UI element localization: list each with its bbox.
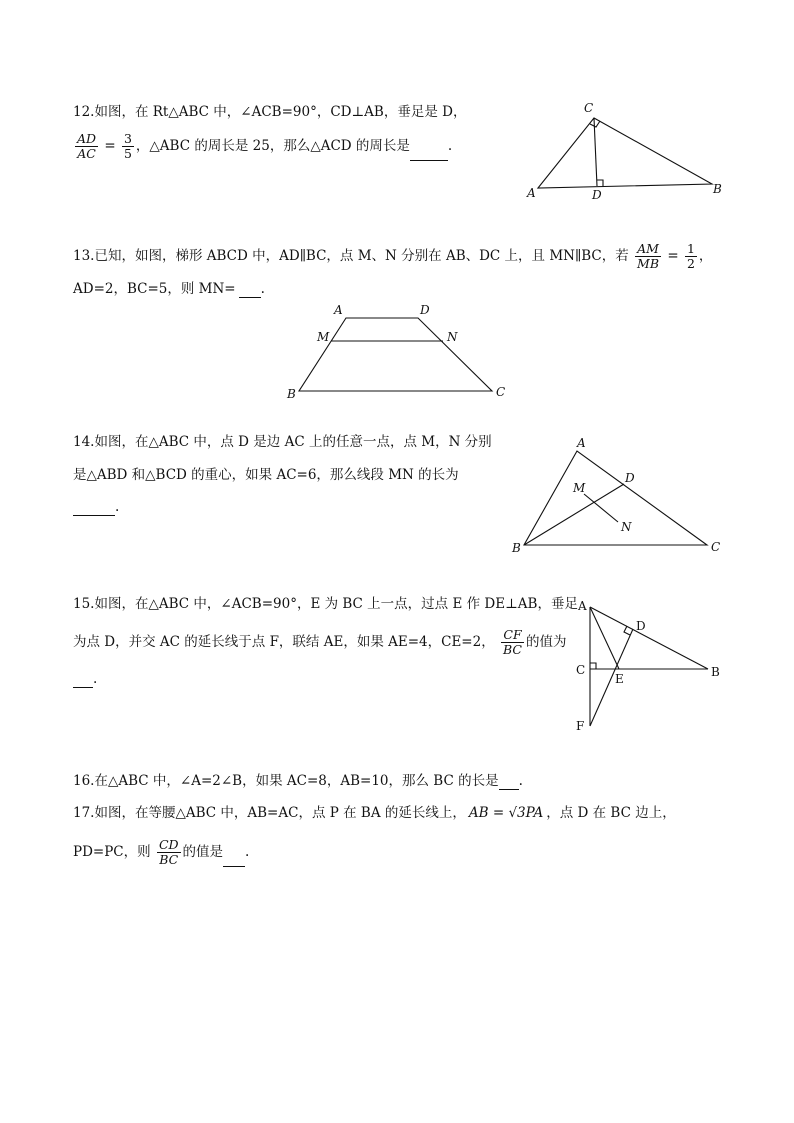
q12-label-d: D	[592, 188, 602, 202]
q14-label-d: D	[625, 471, 635, 485]
q15-right-angle-c	[590, 663, 596, 669]
q13-trapezoid	[299, 318, 492, 391]
q14-line2: 是△ABD 和△BCD 的重心，如果 AC=6，那么线段 MN 的长为	[73, 467, 459, 483]
q14-label-b: B	[512, 541, 521, 555]
q15-line1: 15.如图，在△ABC 中，∠ACB=90°，E 为 BC 上一点，过点 E 作 DE⊥AB，垂足	[73, 596, 578, 612]
q14-line3: .	[73, 498, 119, 516]
q13-line1: 13.已知，如图，梯形 ABCD 中，AD∥BC，点 M、N 分别在 AB、DC 上，且 MN∥BC，若 $\frac{AM}{MB}$ = $\frac{1}{2}$ ，	[73, 241, 713, 271]
q15-label-a: A	[578, 599, 587, 613]
q12-fraction-value: $\frac{3}{5}$	[123, 131, 132, 161]
q13-figure	[286, 303, 505, 401]
q15-label-c: C	[576, 663, 586, 677]
q15-segment-ab	[590, 607, 708, 669]
q15-label-d: D	[636, 619, 646, 633]
q17-line1: 17.如图，在等腰△ABC 中，AB=AC，点 P 在 BA 的延长线上， AB = √3PA ，点 D 在 BC 边上，	[73, 805, 676, 821]
q14-label-m: M	[573, 481, 586, 495]
q15-label-b: B	[711, 665, 720, 679]
q13-label-m: M	[317, 330, 330, 344]
q15-line3: .	[73, 670, 97, 688]
q15-label-f: F	[576, 719, 585, 733]
q13-label-d: D	[420, 303, 430, 317]
q13-fraction-value: $\frac{1}{2}$	[686, 241, 695, 271]
q13-label-c: C	[496, 385, 506, 399]
q12-line1: 12.如图，在 Rt△ABC 中，∠ACB=90°，CD⊥AB，垂足是 D，	[73, 104, 467, 120]
q14-line1: 14.如图，在△ABC 中，点 D 是边 AC 上的任意一点，点 M，N 分别	[73, 434, 492, 450]
q13-label-b: B	[287, 387, 296, 401]
q13-fraction: $\frac{AM}{MB}$	[637, 241, 660, 271]
q16-line1: 16.在△ABC 中，∠A=2∠B，如果 AC=8，AB=10，那么 BC 的长是 .	[73, 773, 523, 789]
q12-label-c: C	[584, 101, 594, 115]
q17-line2: PD=PC，则 $\frac{CD}{BC}$ 的值是 .	[73, 837, 250, 867]
q12-figure	[526, 101, 722, 202]
q15-segment-fd	[590, 629, 633, 726]
q14-figure	[511, 436, 720, 555]
q14-label-n: N	[621, 520, 632, 534]
q14-triangle	[524, 451, 707, 545]
q12-altitude	[594, 118, 597, 186]
q12-label-b: B	[713, 182, 722, 196]
q14-label-c: C	[711, 540, 721, 554]
q15-line2: 为点 D，并交 AC 的延长线于点 F，联结 AE，如果 AE=4，CE=2， $\frac{CF}{BC}$ 的值为	[73, 627, 567, 657]
q17-formula: AB = √3PA	[468, 805, 544, 821]
q13-label-a: A	[334, 303, 343, 317]
q15-figure	[576, 599, 720, 733]
q13-label-n: N	[447, 330, 458, 344]
q13-line2: AD=2，BC=5，则 MN= .	[73, 281, 265, 297]
q12-line2: $\frac{AD}{AC}$ = $\frac{3}{5}$ ，△ABC 的周长是 25，那么△ACD 的周长是 .	[77, 131, 453, 161]
q15-fraction: $\frac{CF}{BC}$	[503, 627, 522, 657]
q15-segment-ae	[590, 607, 619, 669]
q12-label-a: A	[527, 186, 536, 200]
q15-label-e: E	[615, 672, 624, 686]
q12-triangle	[538, 118, 712, 188]
q12-right-angle-d	[597, 180, 603, 186]
q17-fraction: $\frac{CD}{BC}$	[158, 837, 179, 867]
q12-fraction: $\frac{AD}{AC}$	[77, 131, 97, 161]
q14-label-a: A	[577, 436, 586, 450]
